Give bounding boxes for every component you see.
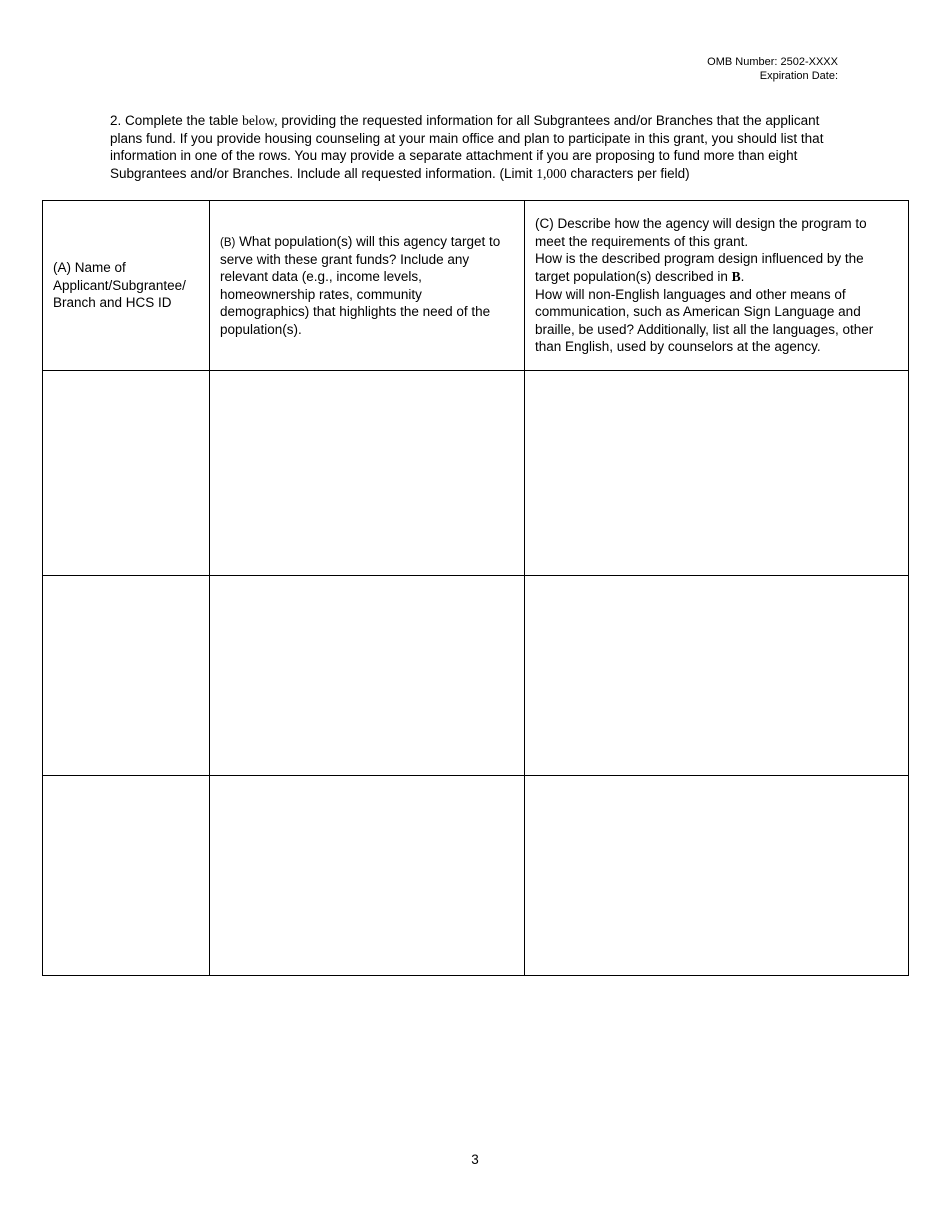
header-b-prefix: (B) — [220, 236, 236, 249]
table-cell-row1-col-a — [43, 371, 210, 576]
table-cell-row3-col-a — [43, 776, 210, 976]
omb-number: OMB Number: 2502-XXXX — [707, 56, 838, 68]
table-header-row — [43, 201, 909, 371]
omb-block — [707, 56, 838, 84]
header-c-line-1: (C) Describe how the agency will design the program to meet the requirements of this grant. — [535, 216, 867, 249]
instructions-paragraph — [110, 112, 842, 182]
table-header-col-a: (A) Name of Applicant/Subgrantee/ Branch and HCS ID — [43, 201, 210, 371]
table-cell-row3-col-c — [525, 776, 909, 976]
header-c-line-2-text: How is the described program design influenced by the target population(s) described in — [535, 251, 864, 284]
table-cell-row1-col-c — [525, 371, 909, 576]
header-c-line-2 — [535, 250, 898, 285]
table-row-2 — [43, 576, 909, 776]
table-cell-row1-col-b — [210, 371, 525, 576]
table-cell-row3-col-b — [210, 776, 525, 976]
subgrantee-table — [42, 200, 909, 976]
header-c-line-2-period: . — [740, 268, 745, 284]
table-cell-row2-col-c — [525, 576, 909, 776]
instructions-seg-5: characters per field) — [566, 165, 690, 181]
expiration-date-label: Expiration Date: — [759, 69, 838, 82]
table-header-col-c — [525, 201, 909, 371]
header-c-bold-b: B — [731, 268, 741, 284]
header-b-text: What population(s) will this agency target to serve with these grant funds? Include any relevant data (e.g., income levels, homeownership rates, community demographics) that highlights the need of the population(s). — [220, 233, 501, 337]
instructions-seg-4: 1,000 — [536, 165, 567, 181]
table-row-1 — [43, 371, 909, 576]
table-row-3 — [43, 776, 909, 976]
instructions-seg-1: 2. Complete the table — [110, 113, 243, 128]
instructions-seg-3: providing the requested information for all Subgrantees and/or Branches that the applicant plans fund. If you provide housing counseling at your main office and plan to participate in this grant, you should list that information in one of the rows. You may provide a separate attachment if you are proposing to fund more than eight Subgrantees and/or Branches. Include all requested information. (Limit — [110, 113, 824, 181]
table-cell-row2-col-a — [43, 576, 210, 776]
instructions-seg-2: below, — [242, 113, 278, 128]
table-header-col-b — [210, 201, 525, 371]
table-cell-row2-col-b — [210, 576, 525, 776]
page-number: 3 — [471, 1152, 479, 1167]
header-c-line-3: How will non-English languages and other means of communication, such as American Sign Language and braille, be used? Additionally, list all the languages, other than English, used by counselors at the agency. — [535, 286, 874, 355]
